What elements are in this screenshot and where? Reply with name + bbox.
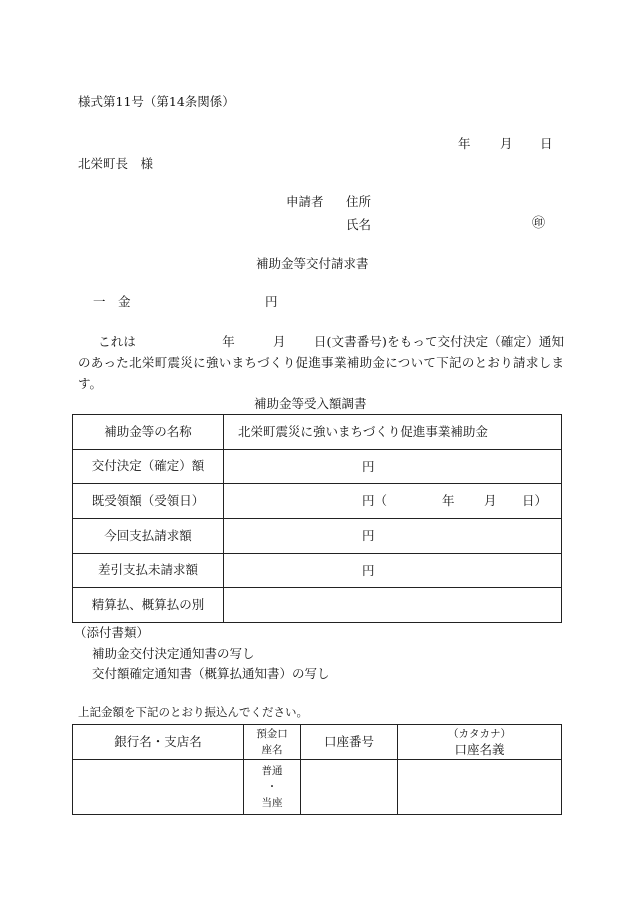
table-row xyxy=(73,760,562,815)
yen-unit: 円（ xyxy=(362,492,388,508)
type-current: 当座 xyxy=(261,797,283,809)
account-type-cell xyxy=(244,760,301,815)
row-value-current-request xyxy=(224,519,562,554)
date-day-label: 日 xyxy=(540,136,553,151)
yen-unit: 円 xyxy=(362,458,375,474)
yen-unit: 円 xyxy=(362,527,375,543)
receipt-table xyxy=(72,414,562,623)
row-label-decided-amount: 交付決定（確定）額 xyxy=(73,449,224,484)
attachment-item: 交付額確定通知書（概算払通知書）の写し xyxy=(92,666,330,681)
table-row xyxy=(73,484,562,519)
body-rest: 日(文書番号)をもって交付決定（確定）通知のあった北栄町震災に強いまちづくり促進事業補助金について下記のとおり請求します。 xyxy=(78,334,564,391)
receipt-table-caption: 補助金等受入額調書 xyxy=(254,396,367,411)
document-title: 補助金等交付請求書 xyxy=(256,256,369,271)
addressee: 北栄町長 様 xyxy=(78,156,154,171)
type-regular: 普通 xyxy=(261,765,283,777)
table-row xyxy=(73,725,562,760)
row-value-subsidy-name: 北栄町震災に強いまちづくり促進事業補助金 xyxy=(224,415,562,450)
name-label: 氏名 xyxy=(346,217,372,232)
amount-label: 金 xyxy=(118,294,131,309)
row-value-payment-type xyxy=(224,588,562,623)
type-separator: ・ xyxy=(266,781,278,793)
row-value-received-amount xyxy=(224,484,562,519)
received-day: 日） xyxy=(522,492,548,508)
col-holder-kana: （カタカナ） xyxy=(448,728,511,740)
body-year: 年 xyxy=(222,334,235,349)
row-value-unrequested-balance xyxy=(224,553,562,588)
row-label-payment-type: 精算払、概算払の別 xyxy=(73,588,224,623)
col-account-holder xyxy=(398,725,562,760)
bank-branch-cell xyxy=(73,760,244,815)
received-month: 月 xyxy=(484,492,497,508)
row-value-decided-amount xyxy=(224,449,562,484)
bank-table xyxy=(72,724,562,815)
received-year: 年 xyxy=(442,492,455,508)
col-account-type-line2: 座名 xyxy=(261,744,283,756)
table-row xyxy=(73,415,562,450)
date-year-label: 年 xyxy=(458,136,471,151)
row-label-received-amount: 既受領額（受領日） xyxy=(73,484,224,519)
body-month: 月 xyxy=(272,334,286,349)
account-holder-cell xyxy=(398,760,562,815)
form-number: 様式第11号（第14条関係） xyxy=(78,94,235,109)
table-row xyxy=(73,588,562,623)
applicant-role-label: 申請者 xyxy=(286,194,324,209)
date-month-label: 月 xyxy=(500,136,513,151)
amount-index: 一 xyxy=(93,294,106,309)
row-label-current-request: 今回支払請求額 xyxy=(73,519,224,554)
address-label: 住所 xyxy=(346,194,372,209)
seal-mark: ㊞ xyxy=(532,216,546,231)
col-holder-label: 口座名義 xyxy=(454,742,505,757)
row-label-unrequested-balance: 差引支払未請求額 xyxy=(73,553,224,588)
attachments-heading: （添付書類） xyxy=(74,625,150,640)
table-row xyxy=(73,553,562,588)
amount-unit: 円 xyxy=(265,294,278,309)
col-account-type-line1: 預金口 xyxy=(256,728,288,740)
attachment-item: 補助金交付決定通知書の写し xyxy=(92,646,255,661)
col-account-type xyxy=(244,725,301,760)
table-row xyxy=(73,449,562,484)
col-bank-branch: 銀行名・支店名 xyxy=(73,725,244,760)
bank-intro: 上記金額を下記のとおり振込んでください。 xyxy=(78,705,308,719)
row-label-subsidy-name: 補助金等の名称 xyxy=(73,415,224,450)
body-prefix: これは xyxy=(98,334,137,349)
yen-unit: 円 xyxy=(362,562,375,578)
col-account-number: 口座番号 xyxy=(301,725,398,760)
account-number-cell xyxy=(301,760,398,815)
table-row xyxy=(73,519,562,554)
request-paragraph xyxy=(78,331,564,394)
